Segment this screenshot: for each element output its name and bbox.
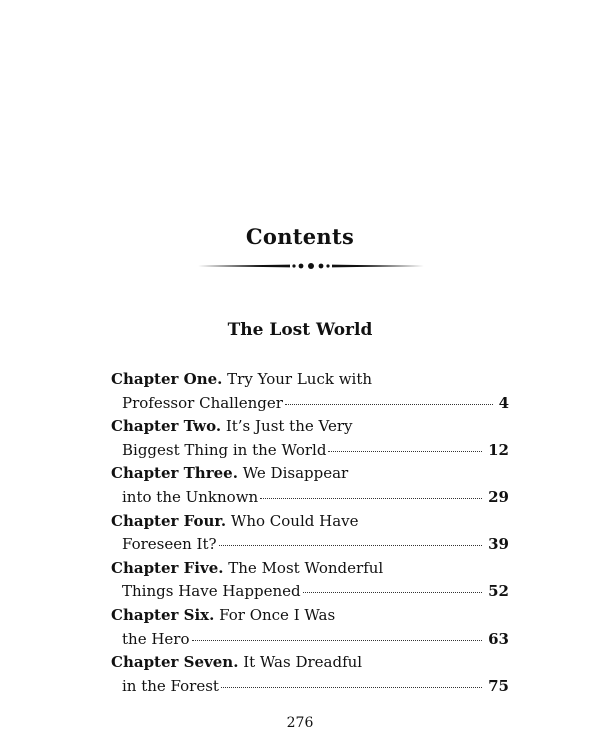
dot-leader <box>221 687 482 688</box>
chapter-title-line1: Who Could Have <box>230 511 359 530</box>
chapter-label: Chapter Five. <box>111 558 224 577</box>
toc-entry-chapter-one[interactable] <box>111 368 509 415</box>
chapter-title-line2: Things Have Happened <box>122 582 301 601</box>
chapter-title-line1: It’s Just the Very <box>225 417 353 436</box>
chapter-page-number: 63 <box>488 629 509 648</box>
chapter-title-line1: For Once I Was <box>219 605 336 624</box>
chapter-page-number: 4 <box>498 393 509 412</box>
dot-leader <box>219 545 483 546</box>
dot-leader <box>192 640 483 641</box>
chapter-title-line2: Professor Challenger <box>122 393 283 412</box>
chapter-title-line2: Foreseen It? <box>122 535 217 554</box>
chapter-page-number: 52 <box>488 582 509 601</box>
dot-leader <box>328 451 482 452</box>
toc-entry-chapter-three[interactable] <box>111 462 509 509</box>
chapter-page-number: 12 <box>488 440 509 459</box>
toc-entry-chapter-six[interactable] <box>111 604 509 651</box>
chapter-title-line2: into the Unknown <box>122 487 259 506</box>
table-of-contents <box>111 368 509 698</box>
chapter-title-line1: We Disappear <box>242 464 349 483</box>
chapter-label: Chapter One. <box>111 370 223 388</box>
chapter-title-line1: Try Your Luck with <box>227 370 373 388</box>
chapter-title-line2: Biggest Thing in the World <box>122 440 327 459</box>
chapter-title-line1: The Most Wonderful <box>228 558 384 577</box>
toc-entry-chapter-five[interactable] <box>111 557 509 604</box>
chapter-label: Chapter Four. <box>111 511 227 530</box>
chapter-page-number: 39 <box>488 535 509 554</box>
page-heading: Contents <box>245 224 355 249</box>
chapter-label: Chapter Seven. <box>111 653 239 672</box>
chapter-title-line2: the Hero <box>122 629 190 648</box>
book-title: The Lost World <box>227 320 373 340</box>
toc-entry-chapter-four[interactable] <box>111 510 509 557</box>
toc-entry-chapter-seven[interactable] <box>111 651 509 698</box>
ornament-divider <box>198 258 424 274</box>
chapter-label: Chapter Two. <box>111 417 222 436</box>
chapter-title-line1: It Was Dreadful <box>243 653 363 672</box>
chapter-label: Chapter Three. <box>111 464 238 483</box>
chapter-page-number: 29 <box>488 487 509 506</box>
chapter-title-line2: in the Forest <box>122 676 219 695</box>
toc-entry-chapter-two[interactable] <box>111 415 509 462</box>
dot-leader <box>285 404 493 405</box>
chapter-label: Chapter Six. <box>111 605 215 624</box>
chapter-page-number: 75 <box>488 676 509 695</box>
dot-leader <box>260 498 482 499</box>
dot-leader <box>303 592 483 593</box>
page-number: 276 <box>286 715 314 731</box>
